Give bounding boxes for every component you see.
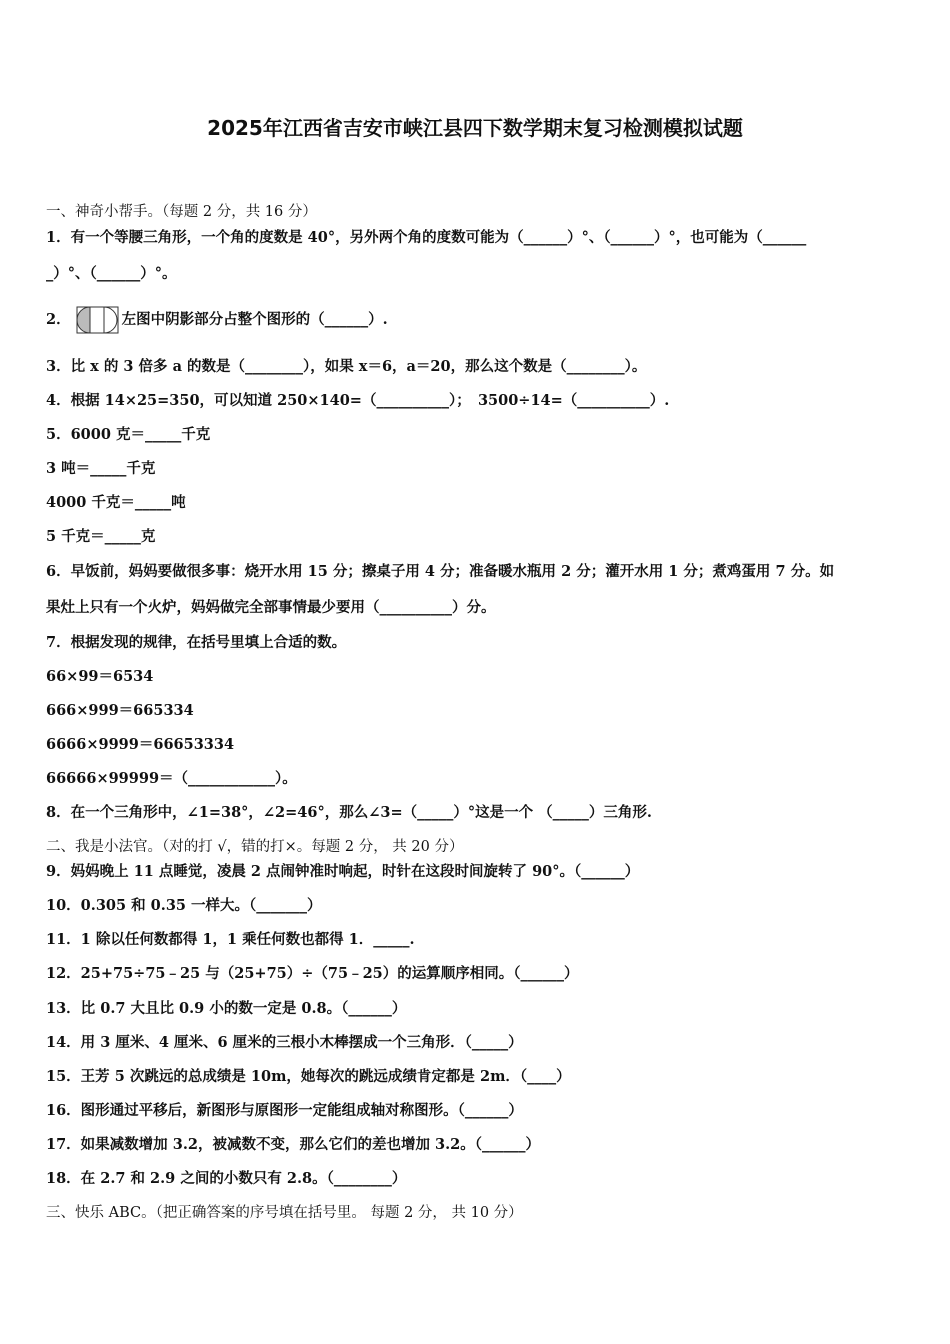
question-number: 2． (46, 311, 71, 328)
question-line: 3．比 x 的 3 倍多 a 的数是（________），如果 x＝6，a＝20，那么这个数是（________）。 (46, 358, 647, 375)
question-line: 3 吨＝_____千克 (46, 460, 156, 477)
question-line: 9．妈妈晚上 11 点睡觉，凌晨 2 点闹钟准时响起，时针在这段时间旋转了 90°。（______） (46, 863, 640, 880)
question-line: 12．25+75÷75﹣25 与（25+75）÷（75﹣25）的运算顺序相同。（______） (46, 965, 579, 982)
question-line: 66666×99999＝（____________）。 (46, 770, 297, 787)
question-line: 果灶上只有一个火炉，妈妈做完全部事情最少要用（__________）分。 (46, 599, 496, 616)
section-heading: 二、我是小法官。（对的打 √，错的打×。每题 2 分， 共 20 分） (46, 839, 464, 855)
question-line: 10．0.305 和 0.35 一样大。（_______） (46, 897, 322, 914)
question-line: 7．根据发现的规律，在括号里填上合适的数。 (46, 634, 347, 651)
question-line (46, 300, 388, 340)
shaded-rectangle-figure (76, 306, 120, 334)
question-line: 66×99＝6534 (46, 668, 154, 685)
question-line: 8．在一个三角形中，∠1=38°，∠2=46°，那么∠3=（_____）°这是一个 （_____）三角形. (46, 804, 652, 821)
question-line: _）°、（______）°。 (46, 265, 177, 282)
section-heading: 一、神奇小帮手。（每题 2 分，共 16 分） (46, 204, 317, 220)
question-line: 4000 千克＝_____吨 (46, 494, 186, 511)
question-line: 6666×9999＝66653334 (46, 736, 235, 753)
question-line: 6．早饭前，妈妈要做很多事：烧开水用 15 分；擦桌子用 4 分；准备暖水瓶用 2 分；灌开水用 1 分；煮鸡蛋用 7 分。如 (46, 563, 835, 580)
question-line: 5．6000 克＝_____千克 (46, 426, 211, 443)
question-line: 666×999＝665334 (46, 702, 194, 719)
question-line: 14．用 3 厘米、4 厘米、6 厘米的三根小木棒摆成一个三角形．（_____） (46, 1034, 523, 1051)
question-text: 左图中阴影部分占整个图形的（______）. (121, 311, 388, 328)
question-line: 13．比 0.7 大且比 0.9 小的数一定是 0.8。（______） (46, 1000, 407, 1017)
section-heading: 三、快乐 ABC。（把正确答案的序号填在括号里。 每题 2 分， 共 10 分） (46, 1205, 523, 1221)
question-line: 5 千克＝_____克 (46, 528, 156, 545)
page-title: 2025年江西省吉安市峡江县四下数学期末复习检测模拟试题 (207, 116, 743, 140)
question-line: 18．在 2.7 和 2.9 之间的小数只有 2.8。（________） (46, 1170, 407, 1187)
question-line: 4．根据 14×25=350，可以知道 250×140=（__________）； 3500÷14=（__________）. (46, 392, 670, 409)
question-line: 15．王芳 5 次跳远的总成绩是 10m，她每次的跳远成绩肯定都是 2m．（____） (46, 1068, 571, 1085)
question-line: 1．有一个等腰三角形，一个角的度数是 40°，另外两个角的度数可能为（______）°、（______）°，也可能为（______ (46, 229, 807, 246)
question-line: 17．如果减数增加 3.2，被减数不变，那么它们的差也增加 3.2。（______） (46, 1136, 540, 1153)
question-line: 11．1 除以任何数都得 1，1 乘任何数也都得 1．_____. (46, 931, 415, 948)
question-line: 16．图形通过平移后，新图形与原图形一定能组成轴对称图形。（______） (46, 1102, 523, 1119)
